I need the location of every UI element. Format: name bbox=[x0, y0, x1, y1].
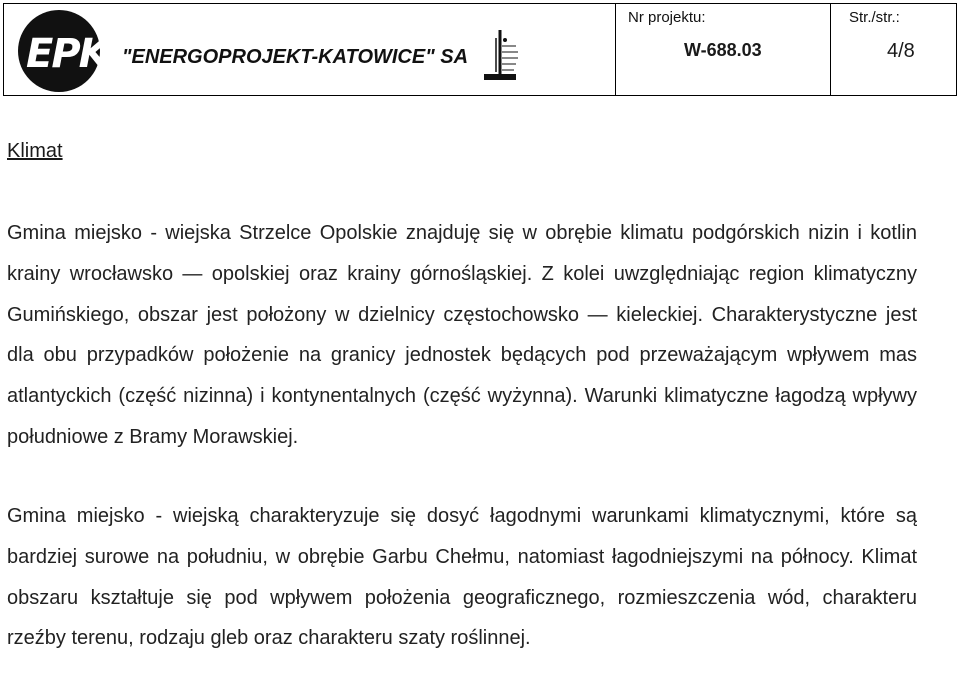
document-header bbox=[3, 3, 957, 96]
page-label: Str./str.: bbox=[849, 9, 900, 26]
paragraph: Gmina miejsko - wiejska Strzelce Opolskie znajduję się w obrębie klimatu podgórskich nizin i kotlin krainy wrocławsko — opolskiej oraz krainy górnośląskiej. Z kolei uwzględniając region klimatyczny Gumińskiego, obszar jest położony w dzielnicy częstochowsko — kieleckiej. Charakterystyczne jest dla obu przypadków położenie na granicy jednostek będących pod przeważającym wpływem mas atlantyckich (część nizinna) i kontynentalnych (część wyżynna). Warunki klimatyczne łagodzą wpływy południowe z Bramy Morawskiej. bbox=[7, 222, 917, 448]
project-label: Nr projektu: bbox=[628, 9, 706, 26]
page-number: 4/8 bbox=[887, 40, 915, 62]
paragraph: Gmina miejsko - wiejską charakteryzuje się dosyć łagodnymi warunkami klimatycznymi, które są bardziej surowe na południu, w obrębie Garbu Chełmu, natomiast łagodniejszymi na północy. Klimat obszaru kształtuje się pod wpływem położenia geograficznego, rozmieszczenia wód, charakteru rzeźby terenu, rodzaju gleb oraz charakteru szaty roślinnej. bbox=[7, 505, 917, 650]
project-number: W-688.03 bbox=[684, 40, 762, 60]
header-page-cell bbox=[831, 4, 956, 95]
company-name: "ENERGOPROJEKT-KATOWICE" SA bbox=[122, 46, 469, 68]
logo-text: EPK bbox=[26, 31, 108, 77]
header-logo-cell bbox=[4, 4, 616, 95]
header-project-cell bbox=[616, 4, 831, 95]
company-emblem-icon bbox=[480, 28, 524, 84]
section-heading: Klimat bbox=[7, 140, 63, 162]
